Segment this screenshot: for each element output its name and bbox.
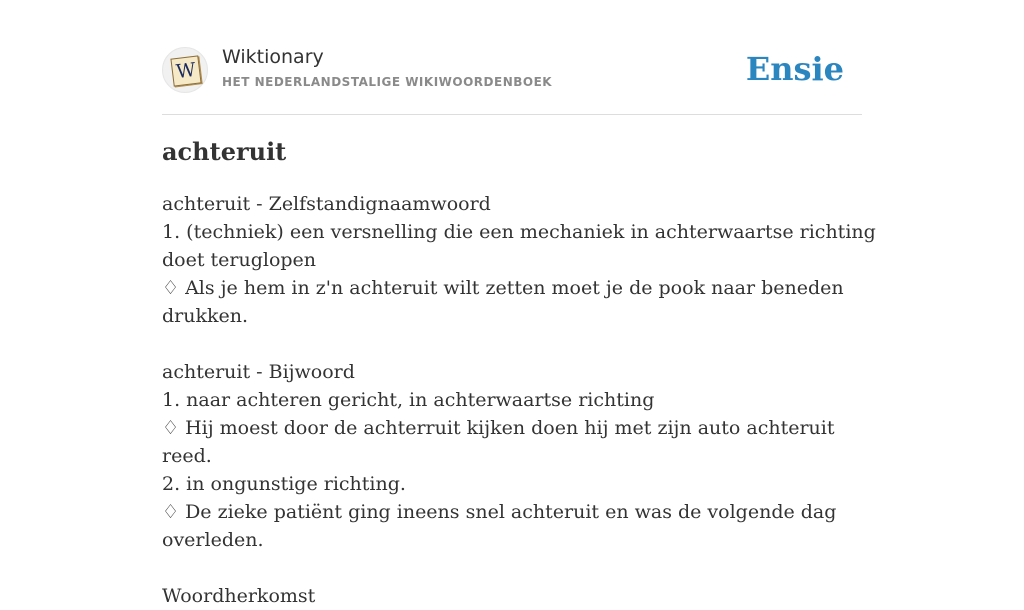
definition-adverb-2: 2. in ongunstige richting. bbox=[162, 473, 406, 495]
site-header bbox=[162, 44, 862, 115]
page-title: achteruit bbox=[162, 137, 287, 166]
spacer bbox=[162, 554, 882, 582]
definition-block bbox=[162, 190, 882, 610]
entry-content bbox=[162, 134, 882, 610]
definition-noun-1: 1. (techniek) een versnelling die een mechaniek in achterwaartse richting doet teruglopen bbox=[162, 221, 882, 271]
example-noun-1: ♢ Als je hem in z'n achteruit wilt zetten moet je de pook naar beneden drukken. bbox=[162, 277, 850, 327]
ensie-brand-logo[interactable]: Ensie bbox=[745, 50, 844, 88]
wiktionary-logo[interactable] bbox=[162, 47, 208, 93]
definition-adverb-1: 1. naar achteren gericht, in achterwaartse richting bbox=[162, 389, 655, 411]
spacer bbox=[162, 330, 882, 358]
section-heading-noun: achteruit - Zelfstandignaamwoord bbox=[162, 193, 491, 215]
site-name[interactable]: Wiktionary bbox=[222, 46, 324, 68]
section-heading-adverb: achteruit - Bijwoord bbox=[162, 361, 355, 383]
site-tagline: HET NEDERLANDSTALIGE WIKIWOORDENBOEK bbox=[222, 75, 553, 89]
example-adverb-2: ♢ De zieke patiënt ging ineens snel achteruit en was de volgende dag overleden. bbox=[162, 501, 843, 551]
section-heading-etymology: Woordherkomst bbox=[162, 585, 316, 607]
example-adverb-1: ♢ Hij moest door de achterruit kijken doen hij met zijn auto achteruit reed. bbox=[162, 417, 841, 467]
logo-letter: W bbox=[174, 58, 198, 84]
logo-tile-icon bbox=[170, 55, 201, 86]
